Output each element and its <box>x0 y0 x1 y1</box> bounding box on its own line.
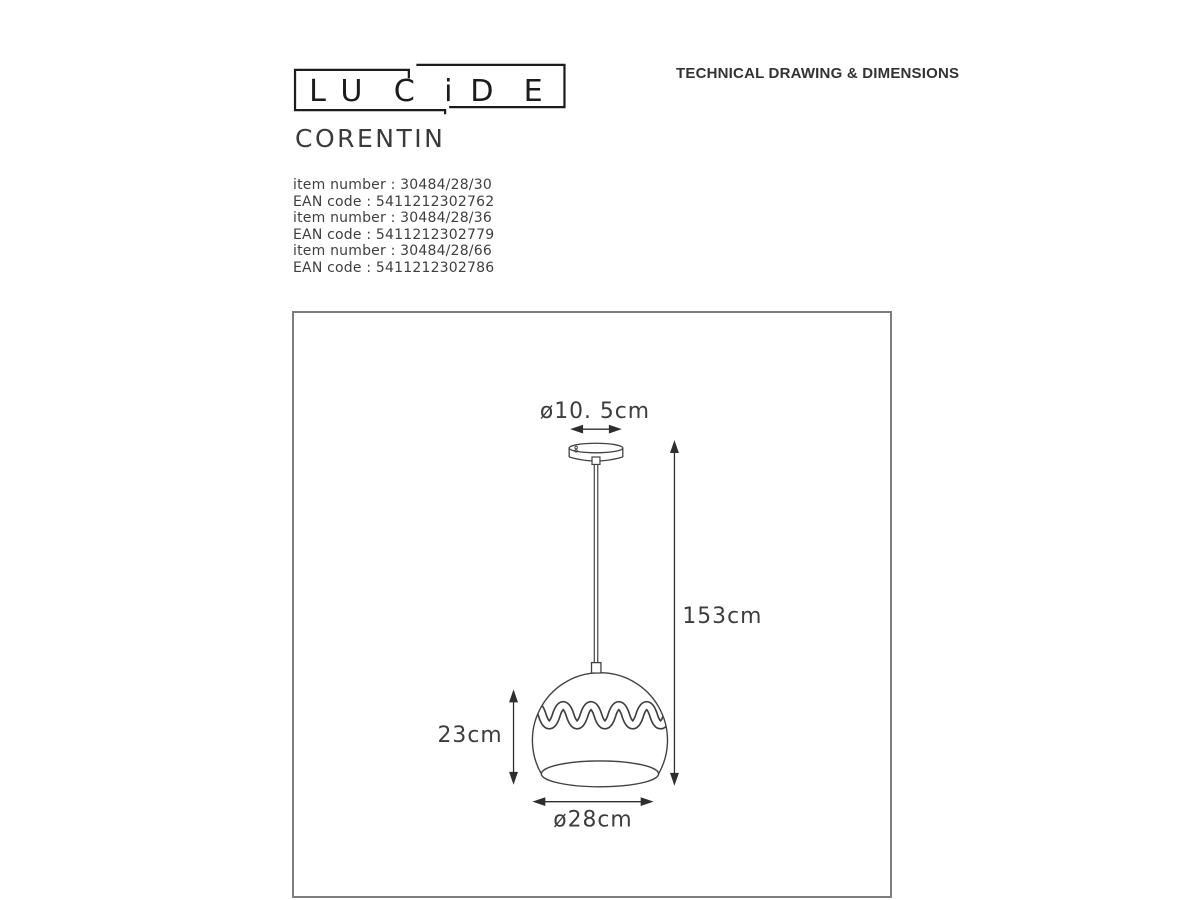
shade-height-arrow <box>509 689 518 784</box>
logo-letter-u: U <box>340 74 363 110</box>
product-code-line: item number : 30484/28/66 <box>293 243 492 260</box>
product-codes <box>293 177 494 277</box>
cord <box>594 464 597 663</box>
shade-opening-rim <box>541 761 658 787</box>
logo-letter-d: D <box>470 74 494 110</box>
product-name: CORENTIN <box>295 124 446 153</box>
product-code-line: EAN code : 5411212302762 <box>293 193 495 210</box>
page-title: TECHNICAL DRAWING & DIMENSIONS <box>676 65 960 82</box>
canopy-diameter-arrow <box>570 425 622 434</box>
logo-letters <box>309 74 543 109</box>
canopy-diameter-label: ø10. 5cm <box>539 399 651 425</box>
technical-drawing-frame <box>292 311 892 898</box>
canopy-connector <box>592 457 600 464</box>
shade <box>528 673 667 787</box>
logo-letter-c: C <box>393 74 415 110</box>
logo-letter-l: L <box>309 74 326 110</box>
logo-letter-e: E <box>523 74 543 110</box>
wave-pattern <box>528 706 667 725</box>
shade-connector <box>592 663 601 673</box>
shade-height-label: 23cm <box>437 723 503 749</box>
technical-drawing <box>294 313 890 896</box>
product-code-line: EAN code : 5411212302779 <box>293 226 495 243</box>
product-code-line: item number : 30484/28/30 <box>293 177 492 193</box>
shade-diameter-arrow <box>532 797 653 806</box>
total-height-arrow <box>670 440 679 786</box>
logo-letter-i: i <box>444 74 453 110</box>
shade-diameter-label: ø28cm <box>553 807 633 833</box>
lucide-logo <box>291 58 569 118</box>
product-code-line: EAN code : 5411212302786 <box>293 259 495 276</box>
product-code-line: item number : 30484/28/36 <box>293 210 492 227</box>
total-height-label: 153cm <box>682 603 763 629</box>
